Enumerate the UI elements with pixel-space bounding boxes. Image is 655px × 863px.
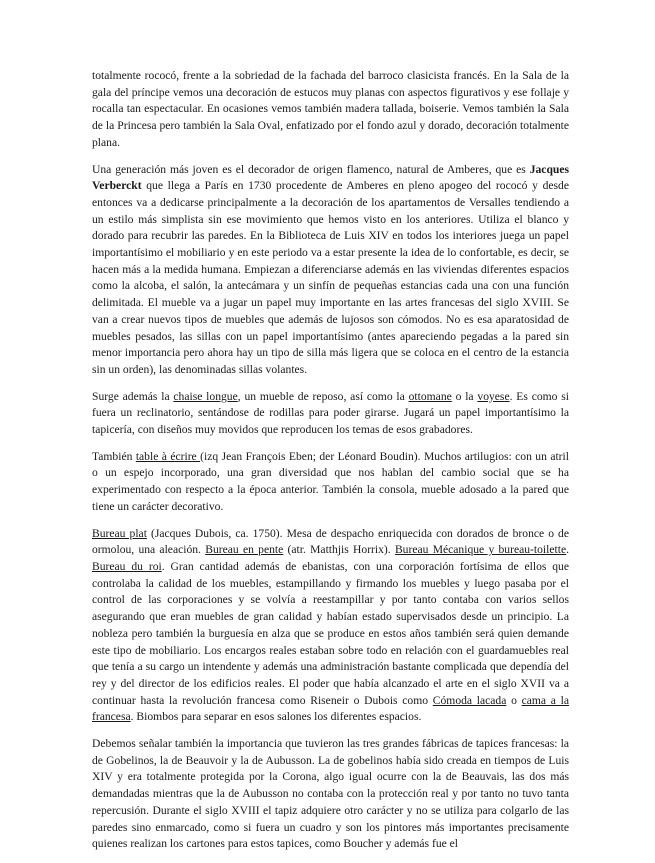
term-chaise-longue: chaise longue (173, 389, 238, 403)
text: . Es como si fuera un reclinatorio, sentándose de rodillas para poder girarse. Jugará un papel importantísimo la tapicería, con diseños muy movidos que reproducen los temas de esos grabadores. (92, 389, 570, 437)
name-jacques-verberckt: Jacques Verberckt (92, 162, 569, 193)
text: . Gran cantidad además de ebanistas, con una corporación fortísima de ellos que controlaba la calidad de los muebles, estampillando y firmando los muebles y luego pasaba por el control de las corporaciones y se volvía a reestampillar y por tanto contaba con varios sellos asegurando que eran muebles de gran calidad y habían estado supervisados desde un principio. La nobleza pero también la burguesía en alza que se produce en estos años también será quien demande este tipo de mobiliario. Los encargos reales estaban sobre todo en relación con el guardamuebles real que tenía a su cargo un intendente y además una administración bastante complicada que dependía del rey y del director de los edificios reales. El poder que había alcanzado el arte en el siglo XVII va a continuar hasta la revolución francesa como Riseneir o Dubois como (92, 559, 570, 707)
term-bureau-plat: Bureau plat (92, 526, 147, 540)
text: o (506, 693, 522, 707)
paragraph-table-a-ecrire (92, 449, 569, 516)
term-bureau-du-roi: Bureau du roi (92, 559, 162, 573)
term-voyese: voyese (477, 389, 510, 403)
term-bureau-mecanique: Bureau Mécanique y bureau-toilette (394, 543, 567, 557)
text: . Biombos para separar en esos salones los diferentes espacios. (130, 710, 422, 724)
paragraph-bureau (92, 526, 569, 726)
paragraph-tapices: Debemos señalar también la importancia que tuvieron las tres grandes fábricas de tapices francesas: la de Gobelinos, la de Beauvoir y la de Aubusson. La de gobelinos había sido creada en tiempos de Luis XIV y era totalmente protegida por la Corona, algo igual ocurre con la de Beauvais, las dos más demandadas mientras que la de Aubusson no contaba con la protección real y por tanto no tuvo tanta repercusión. Durante el siglo XVIII el tapiz adquiere otro carácter y no se utiliza para colgarlo de las paredes sino enmarcado, como si fuera un cuadro y son los pintores más importantes precisamente quienes realizan los cartones para estos tapices, como Boucher y además fue el (92, 737, 569, 851)
text: que llega a París en 1730 procedente de Amberes en pleno apogeo del rococó y desde entonces va a dedicarse principalmente a la decoración de los apartamentos de Versalles tendiendo a un estilo más simplista sin ese movimiento que hemos visto en los anteriores. Utiliza el blanco y dorado para recubrir las paredes. En la Biblioteca de Luis XIV en todos los interiores juega un papel importantísimo el mobiliario y en este periodo va a estar presente la idea de lo confortable, es decir, se hacen más a la medida humana. Empiezan a diferenciarse además en las viviendas diferentes espacios como la alcoba, el salón, la antecámara y un sinfín de pequeñas estancias cada una con una función delimitada. El mueble va a jugar un papel muy importante en las artes francesas del siglo XVIII. Se van a crear nuevos tipos de muebles que además de lujosos son cómodos. No es esa aparatosidad de muebles pesados, las sillas con un papel importantísimo (antes apareciendo pegadas a la pared sin menor importancia pero ahora hay un tipo de silla más ligera que se coloca en el centro de la estancia sin un orden), las denominadas sillas volantes. (92, 179, 569, 376)
text: (izq Jean François Eben; der Léonard Boudin). Muchos artilugios: con un atril o un espejo incorporado, una gran diversidad que nos hablan del cambio social que se ha experimentado con respecto a la época anterior. También la consola, mueble adosado a la pared que tiene un carácter decorativo. (92, 449, 569, 513)
paragraph-rococo-salas: totalmente rococó, frente a la sobriedad de la fachada del barroco clasicista francés. En la Sala de la gala del príncipe vemos una decoración de estucos muy planas con aspectos figurativos y ese follaje y rocalla tan espectacular. En ocasiones vemos también madera tallada, boiserie. Vemos también la Sala de la Princesa pero también la Sala Oval, enfatizado por el fondo azul y dorado, decoración totalmente plana. (92, 69, 569, 149)
text: o la (451, 389, 478, 403)
paragraph-chaise-longue (92, 389, 569, 439)
document-page (92, 68, 569, 863)
text: . (566, 543, 570, 557)
term-bureau-en-pente: Bureau en pente (205, 543, 284, 557)
text: Una generación más joven es el decorador de origen flamenco, natural de Amberes, que es (92, 162, 530, 176)
text: También (92, 449, 136, 463)
text: (atr. Matthjis Horrix). (283, 543, 395, 557)
paragraph-verberckt (92, 162, 569, 379)
term-cama-a-la-francesa: cama a la francesa (92, 693, 570, 724)
text: (Jacques Dubois, ca. 1750). Mesa de despacho enriquecida con dorados de bronce o de ormolou, una aleación. (92, 526, 569, 557)
term-ottomane: ottomane (408, 389, 452, 403)
text: , un mueble de reposo, así como la (237, 389, 409, 403)
text: Surge además la (92, 389, 174, 403)
term-table-a-ecrire: table à écrire (135, 449, 201, 463)
term-comoda-lacada: Cómoda lacada (432, 693, 507, 707)
